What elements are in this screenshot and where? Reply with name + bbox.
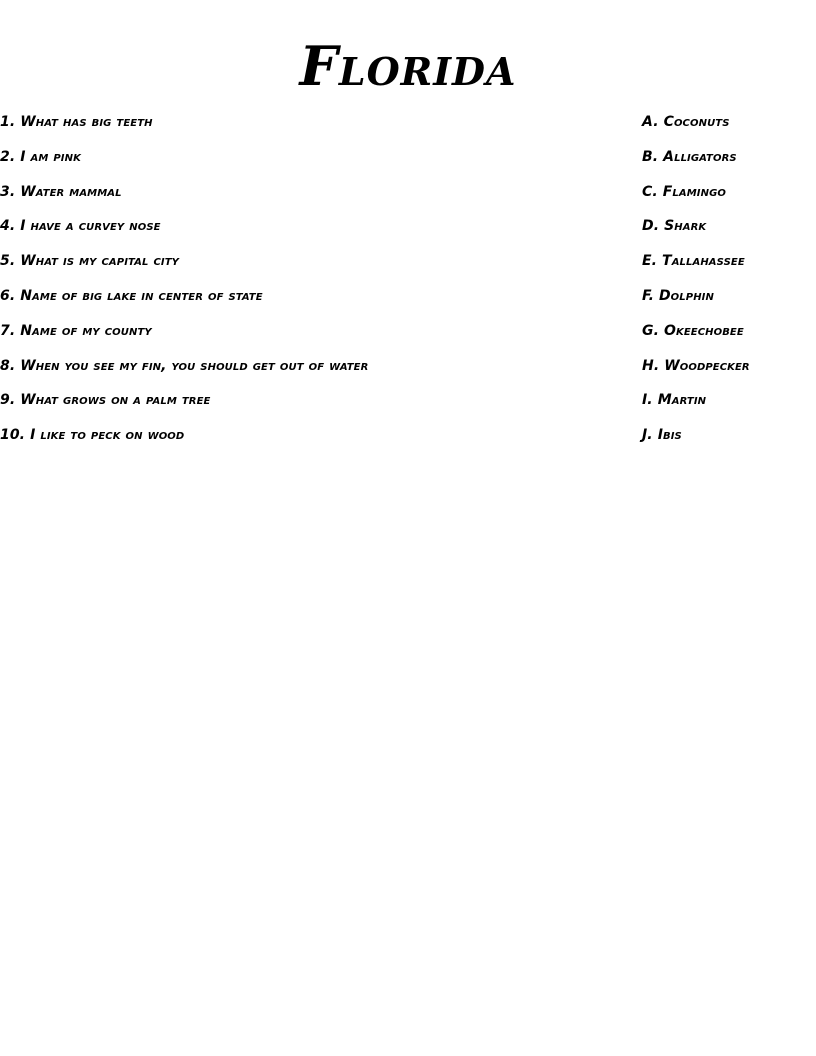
- questions-list: [0, 110, 560, 458]
- answer-item: D. Shark: [642, 218, 707, 235]
- answer-item: A. Coconuts: [642, 114, 730, 130]
- question-item: 1. What has big teeth: [0, 114, 153, 130]
- question-item: 8. When you see my fin, you should get out of water: [0, 357, 369, 374]
- question-item: 10. I like to peck on wood: [0, 427, 185, 444]
- answer-item: J. Ibis: [642, 427, 682, 444]
- answer-item: B. Alligators: [642, 148, 737, 165]
- page-title: Florida: [299, 34, 517, 98]
- question-item: 9. What grows on a palm tree: [0, 392, 211, 409]
- question-item: 6. Name of big lake in center of state: [0, 287, 263, 304]
- answer-item: C. Flamingo: [642, 183, 726, 200]
- question-item: 5. What is my capital city: [0, 253, 179, 270]
- answer-item: H. Woodpecker: [642, 357, 750, 374]
- answer-item: F. Dolphin: [642, 287, 714, 304]
- question-item: 7. Name of my county: [0, 322, 152, 339]
- answers-list: [642, 110, 816, 458]
- answer-item: I. Martin: [642, 392, 707, 409]
- question-item: 3. Water mammal: [0, 183, 122, 200]
- answer-item: E. Tallahassee: [642, 253, 745, 270]
- answer-item: G. Okeechobee: [642, 322, 744, 339]
- question-item: 4. I have a curvey nose: [0, 218, 161, 235]
- question-item: 2. I am pink: [0, 148, 81, 165]
